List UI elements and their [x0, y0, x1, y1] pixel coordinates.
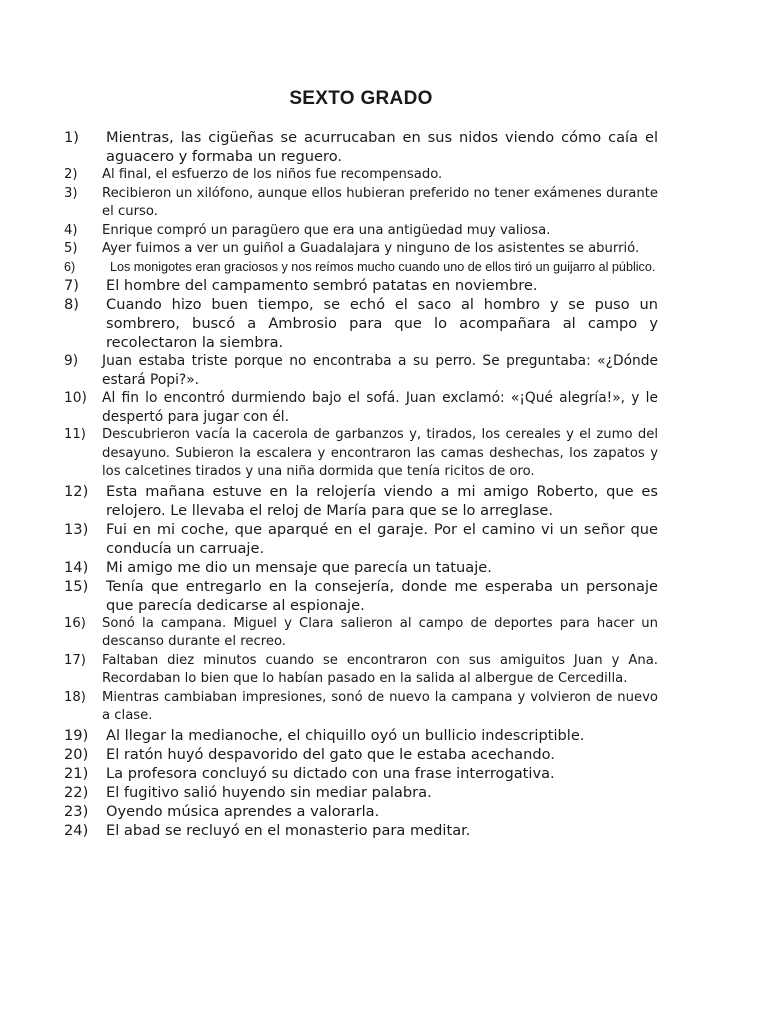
- item-text: Recibieron un xilófono, aunque ellos hubieran preferido no tener exámenes durante el curso.: [102, 185, 658, 219]
- list-item: [64, 821, 658, 840]
- list-item: [64, 240, 658, 259]
- item-number: 23): [64, 802, 89, 820]
- item-number: 3): [64, 185, 78, 201]
- list-item: [64, 222, 658, 241]
- item-number: 1): [64, 129, 79, 146]
- item-number: 10): [64, 390, 87, 406]
- item-number: 17): [64, 652, 86, 668]
- item-text: Juan estaba triste porque no encontraba a su perro. Se preguntaba: «¿Dónde estará Popi?».: [102, 353, 658, 388]
- list-item: [64, 166, 658, 185]
- item-number: 15): [64, 577, 89, 595]
- item-number: 22): [64, 783, 89, 801]
- item-text: Al llegar la medianoche, el chiquillo oyó un bullicio indescriptible.: [106, 726, 585, 744]
- item-text: Esta mañana estuve en la relojería viendo a mi amigo Roberto, que es relojero. Le llevaba el reloj de María para que se lo arreglase.: [106, 482, 658, 519]
- item-text: Faltaban diez minutos cuando se encontraron con sus amiguitos Juan y Ana. Recordaban lo bien que lo habían pasado en la salida al albergue de Cercedilla.: [102, 652, 658, 686]
- list-item: [64, 482, 658, 520]
- item-text: Mientras cambiaban impresiones, sonó de nuevo la campana y volvieron de nuevo a clase.: [102, 689, 658, 723]
- item-text: Oyendo música aprendes a valorarla.: [106, 802, 380, 820]
- item-text: Mi amigo me dio un mensaje que parecía un tatuaje.: [106, 558, 492, 576]
- item-number: 8): [64, 296, 79, 313]
- item-number: 9): [64, 353, 79, 369]
- item-text: Descubrieron vacía la cacerola de garbanzos y, tirados, los cereales y el zumo del desayuno. Subieron la escalera y encontraron las camas deshechas, los zapatos y los calcetines tirados y una niña dormida que tenía ricitos de oro.: [102, 427, 658, 479]
- item-text: Ayer fuimos a ver un guiñol a Guadalajara y ninguno de los asistentes se aburrió.: [102, 241, 640, 256]
- item-text: Al fin lo encontró durmiendo bajo el sofá. Juan exclamó: «¡Qué alegría!», y le despertó para jugar con él.: [102, 390, 658, 425]
- item-number: 14): [64, 558, 89, 576]
- list-item: [64, 128, 658, 166]
- page-title: SEXTO GRADO: [289, 88, 433, 109]
- item-text: Enrique compró un paragüero que era una antigüedad muy valiosa.: [102, 222, 551, 238]
- item-text: El hombre del campamento sembró patatas en noviembre.: [106, 277, 538, 294]
- item-text: Cuando hizo buen tiempo, se echó el saco al hombro y se puso un sombrero, buscó a Ambrosio para que lo acompañara al campo y recolectaron la siembra.: [106, 296, 658, 351]
- item-number: 19): [64, 726, 89, 744]
- item-number: 12): [64, 482, 89, 500]
- list-item: [64, 352, 658, 389]
- item-text: El ratón huyó despavorido del gato que le estaba acechando.: [106, 745, 555, 763]
- list-item: [64, 520, 658, 558]
- item-text: Sonó la campana. Miguel y Clara salieron al campo de deportes para hacer un descanso durante el recreo.: [102, 615, 658, 649]
- item-number: 18): [64, 689, 86, 705]
- item-number: 20): [64, 745, 89, 763]
- list-item: [64, 615, 658, 652]
- item-text: Los monigotes eran graciosos y nos reímos mucho cuando uno de ellos tiró un guijarro al público.: [110, 259, 656, 274]
- list-item: [64, 652, 658, 689]
- list-item: [64, 577, 658, 615]
- list-item: [64, 276, 658, 295]
- item-number: 16): [64, 615, 86, 631]
- item-number: 4): [64, 222, 78, 238]
- list-item: [64, 185, 658, 222]
- item-number: 7): [64, 277, 79, 294]
- list-item: [64, 389, 658, 426]
- list-item: [64, 259, 658, 277]
- sentence-list: [64, 128, 658, 840]
- list-item: [64, 426, 658, 482]
- list-item: [64, 726, 658, 745]
- item-text: Mientras, las cigüeñas se acurrucaban en sus nidos viendo cómo caía el aguacero y formaba un reguero.: [106, 129, 658, 165]
- list-item: [64, 802, 658, 821]
- item-number: 2): [64, 167, 78, 182]
- list-item: [64, 558, 658, 577]
- item-number: 13): [64, 520, 89, 538]
- item-number: 11): [64, 427, 86, 442]
- list-item: [64, 689, 658, 726]
- item-text: Tenía que entregarlo en la consejería, donde me esperaba un personaje que parecía dedicarse al espionaje.: [106, 577, 658, 614]
- item-number: 6): [64, 259, 76, 274]
- list-item: [64, 764, 658, 783]
- item-text: La profesora concluyó su dictado con una frase interrogativa.: [106, 764, 555, 782]
- list-item: [64, 295, 658, 352]
- item-number: 24): [64, 821, 89, 839]
- item-number: 21): [64, 764, 89, 782]
- item-text: El fugitivo salió huyendo sin mediar palabra.: [106, 783, 432, 801]
- item-text: Al final, el esfuerzo de los niños fue recompensado.: [102, 167, 443, 182]
- list-item: [64, 745, 658, 764]
- item-text: Fui en mi coche, que aparqué en el garaje. Por el camino vi un señor que conducía un carruaje.: [106, 520, 658, 557]
- item-number: 5): [64, 241, 78, 256]
- item-text: El abad se recluyó en el monasterio para meditar.: [106, 821, 471, 839]
- list-item: [64, 783, 658, 802]
